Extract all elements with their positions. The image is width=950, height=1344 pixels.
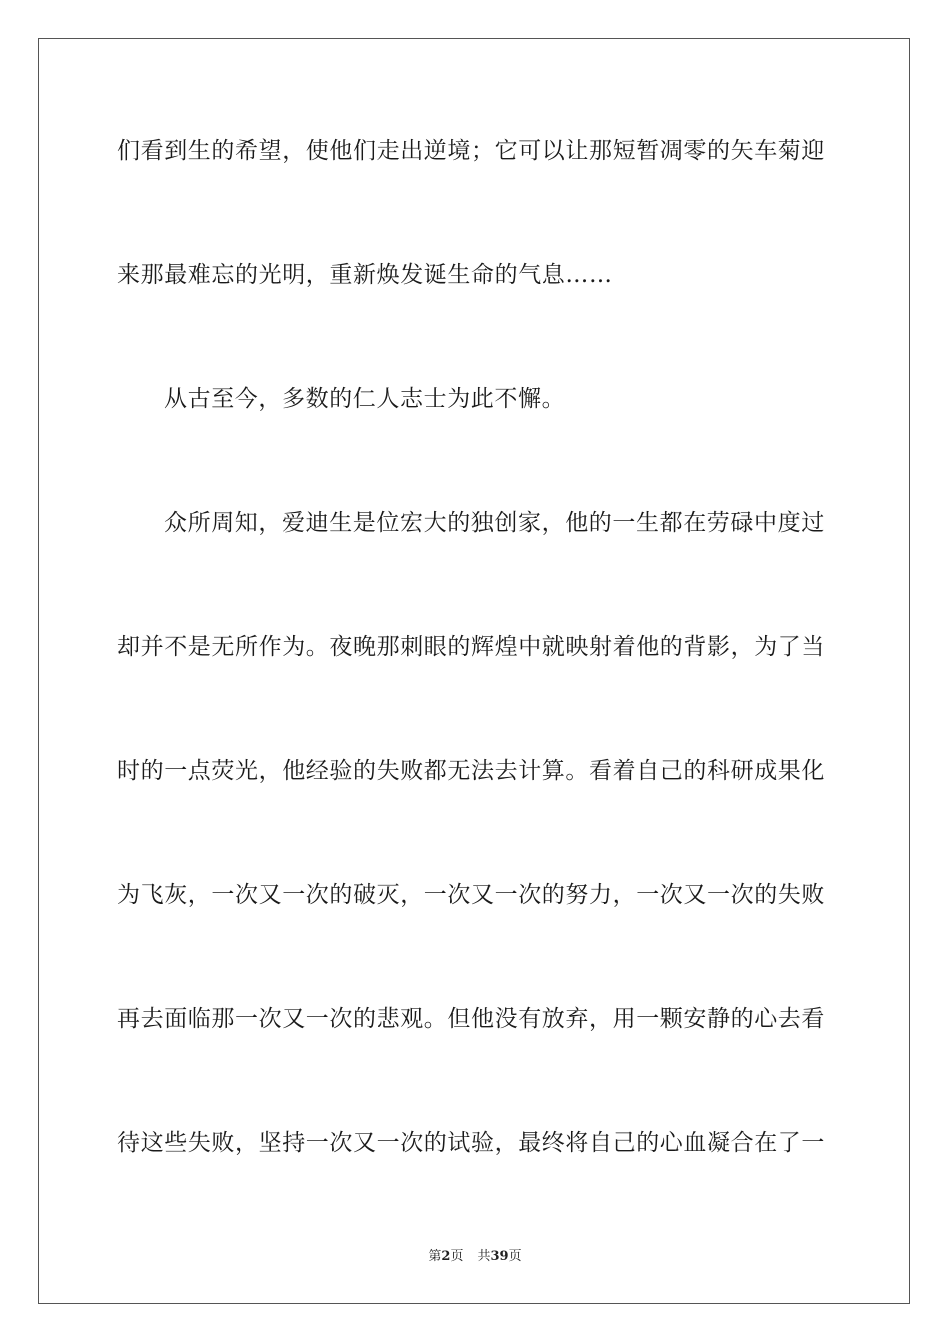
total-suffix: 页 <box>508 1249 522 1264</box>
page-number: 2 <box>441 1249 451 1264</box>
page-border <box>38 38 910 1304</box>
body-text-line: 再去面临那一次又一次的悲观。但他没有放弃，用一颗安静的心去看 <box>117 1006 825 1032</box>
body-text-line: 时的一点荧光，他经验的失败都无法去计算。看着自己的科研成果化 <box>117 758 825 784</box>
body-text-line: 众所周知，爱迪生是位宏大的独创家，他的一生都在劳碌中度过 <box>164 510 825 536</box>
body-text-line: 从古至今，多数的仁人志士为此不懈。 <box>164 386 566 412</box>
body-text-line: 们看到生的希望，使他们走出逆境；它可以让那短暂凋零的矢车菊迎 <box>117 138 825 164</box>
page-prefix: 第 <box>428 1249 442 1264</box>
total-prefix: 共 <box>477 1249 491 1264</box>
body-text-line: 来那最难忘的光明，重新焕发诞生命的气息…… <box>117 262 613 288</box>
body-text-line: 为飞灰，一次又一次的破灭，一次又一次的努力，一次又一次的失败 <box>117 882 825 908</box>
total-pages: 39 <box>490 1249 509 1264</box>
page-suffix: 页 <box>450 1249 464 1264</box>
body-text-line: 待这些失败，坚持一次又一次的试验，最终将自己的心血凝合在了一 <box>117 1130 825 1156</box>
page-footer <box>0 1248 950 1266</box>
body-text-line: 却并不是无所作为。夜晚那刺眼的辉煌中就映射着他的背影，为了当 <box>117 634 825 660</box>
